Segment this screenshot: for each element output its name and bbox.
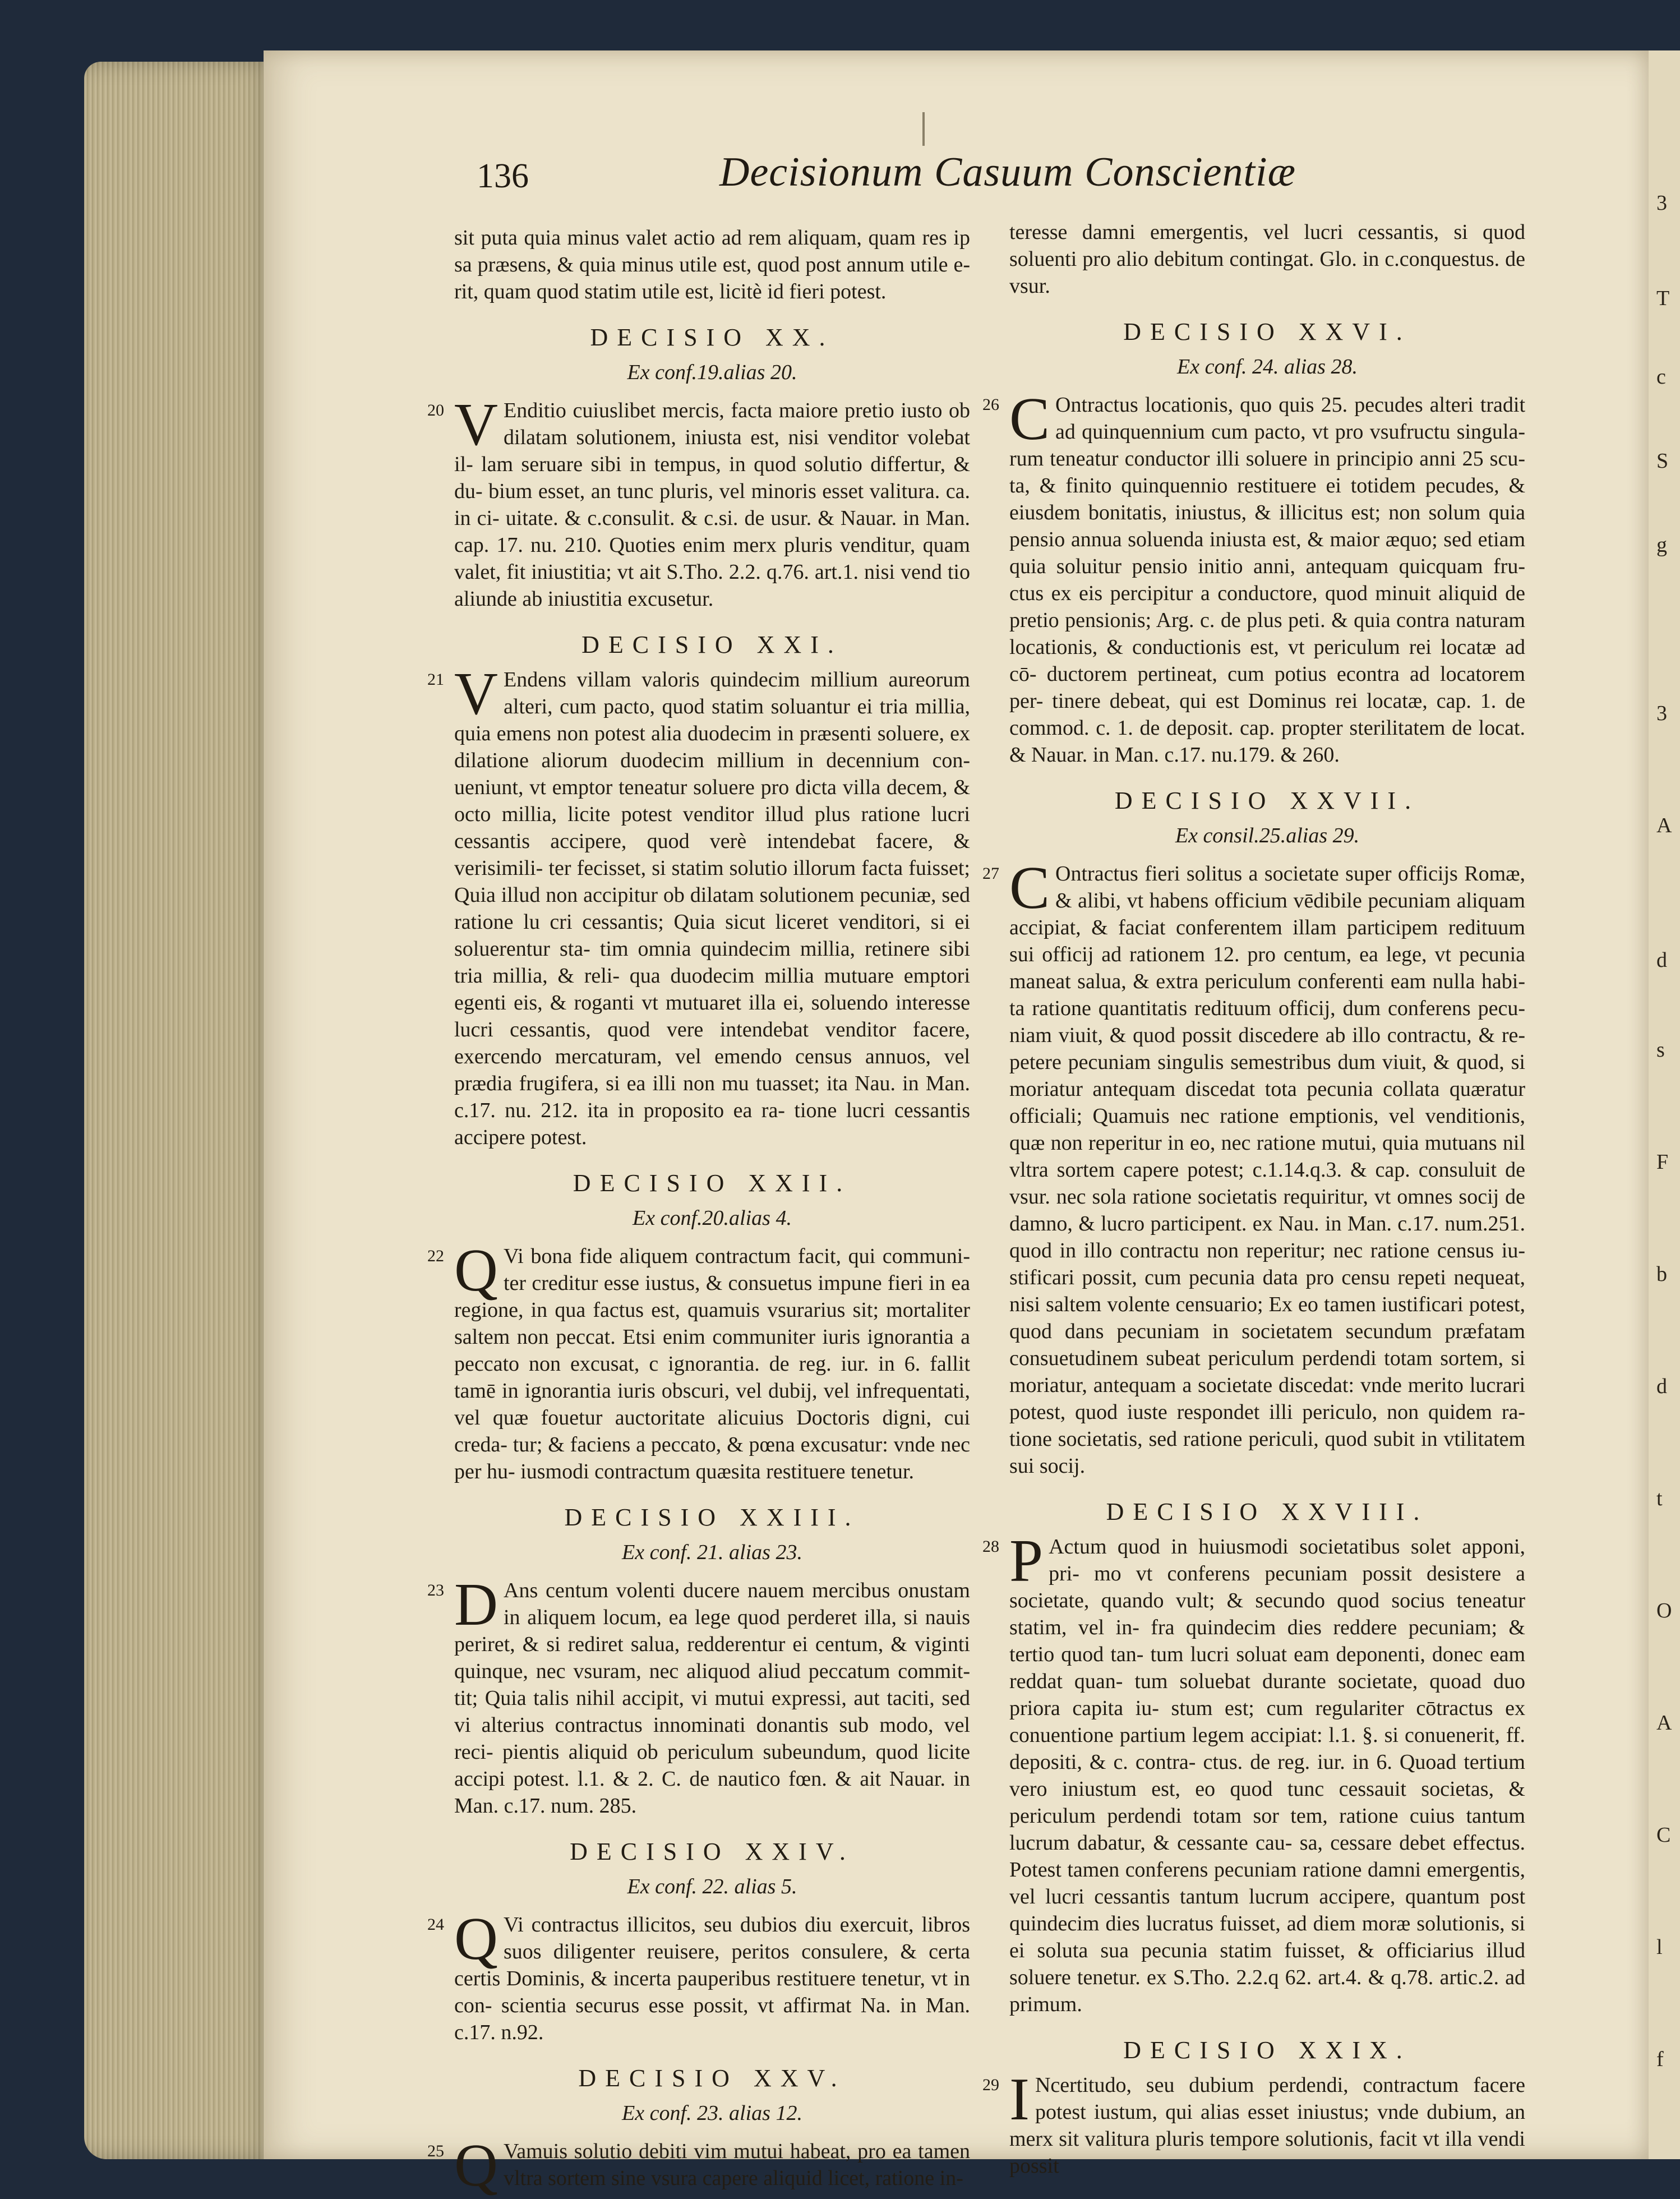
paragraph-text: Ontractus fieri solitus a societate super officijs Romæ, & alibi, vt habens officium vēdibile pecuniam aliquam accipiat, & faciat conferentem illam participem redituum sui officij ad rationem 12. pro centum, ea lege, vt pecunia maneat salua, & extra periculum conferenti eam nulla habi- ta ratione quantitatis redituum officij, dum conferens pecu- niam viuit, & quod possit discedere ab illo contractu, & re- petere pecuniam singulis semestribus dum viuit, & quod, si moriatur antequam discedat tota pecunia collata quæratur officiali; Quamuis nec ratione emptionis, vel venditionis, quæ non reperitur in eo, nec ratione mutui, quia mutuans nil vltra sortem capere potest; c.1.14.q.3. & cap. consuluit de vsur. nec sola ratione societatis requiritur, vt omnes socij de damno, & lucro participent. ex Nau. in Man. c.17. num.251. quod in illo contractu non reperitur; nec ratione census iu- stificari possit, cum pecunia data pro censu repeti nequeat, nisi saltem volente censuario; Ex eo tamen iustificari potest, quod dans pecuniam in societatem secundum præfatam consuetudinem subeat periculum perdendi totam sortem, si moriatur, antequam a societate discedat: vnde merito lucrari potest, quod iuste respondet illi periculo, non quidem ra- tione societatis, sed ratione periculi, quod subit in vtilitatem sui socij.: [1009, 862, 1525, 1478]
paragraph-number: 24: [427, 1915, 444, 1934]
page-number: 136: [477, 157, 529, 195]
decisio-section: [982, 2036, 1525, 2179]
next-page-fragment: d: [1656, 1375, 1667, 1398]
decisio-heading: DECISIO XX.: [590, 324, 834, 351]
left-intro: sit puta quia minus valet actio ad rem aliquam, quam res ip sa præsens, & quia minus utile est, quod post annum utile e- rit, quam quod statim utile est, licitè id fieri potest.: [454, 226, 970, 303]
decisio-source: Ex conf. 22. alias 5.: [627, 1875, 797, 1898]
next-page-fragment: c: [1656, 365, 1666, 389]
decisio-section: [427, 1504, 970, 1819]
decisio-paragraph: [427, 1237, 970, 1485]
decisio-heading: DECISIO XXVII.: [1114, 787, 1420, 814]
decisio-section: [982, 318, 1525, 768]
drop-initial: D: [454, 1571, 498, 1638]
next-page-fragment: A: [1656, 1711, 1672, 1735]
paragraph-text: Endens villam valoris quindecim millium aureorum alteri, cum pacto, quod statim soluantur ei tria millia, quia emens non potest alia duodecim in præsenti soluere, ex dilatione aliorum duodecim millium in decennium con- ueniunt, vt emptor teneatur soluere pro dicta villa decem, & octo millia, licite potest venditor illud plus ratione lucri cessantis accipere, quod verè intendebat facere, & verisimili- ter fecisset, si statim solutio illorum facta fuisset; Quia illud non accipitur ob dilatam solutionem pecuniæ, sed ratione lu cri cessantis; Quia sicut liceret venditori, si ei soluerentur sta- tim omnia quindecim millia, retinere sibi tria millia, & reli- qua duodecim millia mutuare emptori egenti eis, & roganti vt mutuaret illa ei, soluendo interesse lucri cessantis, quod vere intendebat venditor facere, exercendo mercaturam, vel emendo census annuos, vel prædia frugifera, si ea illi non mu tuasset; ita Nau. in Man. c.17. nu. 212. ita in proposito ea ra- tione lucri cessantis accipere potest.: [454, 668, 970, 1149]
paragraph-text: Ontractus locationis, quo quis 25. pecudes alteri tradit ad quinquennium cum pacto, vt pro vsufructu singula- rum teneatur conductor illi soluere in principio anni 25 scu- ta, & finito quinquennio restituere ei totidem pecudes, & eiusdem bonitatis, iniustus, & illicitus est; non solum quia pensio annua soluenda iniusta est, & maior æquo; sed etiam quia soluitur pensio initio anni, antequam quicquam fru- ctus ex eis percipitur a conductore, quod minuit aliquid de pretio pensionis; Arg. c. de plus peti. & quia contra naturam locationis, & conductionis est, vt periculum rei locatæ ad cō- ductorem pertineat, cum potius econtra ad locatorem per- tinere debeat, qui est Dominus rei locatæ, cap. 1. de commod. c. 1. de deposit. cap. propter sterilitatem de locat. & Nauar. in Man. c.17. nu.179. & 260.: [1009, 393, 1525, 767]
decisio-source: Ex conf. 23. alias 12.: [622, 2101, 802, 2125]
decisio-paragraph: [427, 1571, 970, 1819]
drop-initial: Q: [454, 2132, 498, 2199]
decisio-section: [427, 1838, 970, 2046]
next-page-fragment: l: [1656, 1935, 1663, 1959]
book-fore-edge: [84, 62, 275, 2159]
drop-initial: I: [1009, 2066, 1030, 2133]
next-page-fragment: C: [1656, 1823, 1671, 1847]
next-page-edge: [1649, 50, 1680, 2159]
paragraph-text: Vi contractus illicitos, seu dubios diu exercuit, libros suos diligenter reuisere, peritos consulere, & certa certis Dominis, & incerta pauperibus restituere tenetur, vt in con- scientia securus esse possit, vt affirmat Na. in Man. c.17. n.92.: [454, 1913, 970, 2044]
drop-initial: C: [1009, 386, 1050, 453]
page-header: [477, 135, 1531, 196]
next-page-fragment: A: [1656, 814, 1672, 837]
decisio-heading: DECISIO XXVIII.: [1106, 1498, 1429, 1525]
paragraph-number: 23: [427, 1581, 444, 1599]
decisio-paragraph: [427, 2132, 970, 2199]
right-column: [982, 219, 1525, 2182]
next-page-fragment: O: [1656, 1599, 1672, 1622]
decisio-source: Ex conf.19.alias 20.: [627, 361, 797, 384]
decisio-section: [427, 631, 970, 1151]
paragraph-number: 21: [427, 670, 444, 689]
running-title: Decisionum Casuum Conscientiæ: [719, 149, 1296, 195]
drop-initial: Q: [454, 1237, 498, 1304]
paragraph-text: Ans centum volenti ducere nauem mercibus onustam in aliquem locum, ea lege quod perderet illa, si nauis periret, & si rediret salua, redderentur ei centum, & viginti quinque, nec vsuram, nec aliquod aliud peccatum commit- tit; Quia talis nihil accipit, vi mutui expressi, aut taciti, sed vi alterius contractus innominati donantis sub modo, vel reci- pientis aliquid ob periculum subeundum, quod licite accipi potest. l.1. & 2. C. de nautico fœn. & ait Nauar. in Man. c.17. num. 285.: [454, 1579, 970, 1818]
drop-initial: P: [1009, 1528, 1044, 1594]
paragraph-text: Ncertitudo, seu dubium perdendi, contractum facere potest iustum, qui alias esset iniustus; vnde dubium, an merx sit valitura pluris tempore solutionis, facit vt illa vendi possit: [1009, 2073, 1525, 2178]
decisio-source: Ex conf. 21. alias 23.: [622, 1541, 802, 1564]
decisio-heading: DECISIO XXI.: [581, 631, 843, 658]
decisio-paragraph: [982, 855, 1525, 1479]
next-page-fragment: T: [1656, 287, 1670, 310]
decisio-heading: DECISIO XXIX.: [1123, 2036, 1411, 2064]
paragraph-number: 28: [982, 1537, 999, 1556]
next-page-fragment: 3: [1656, 191, 1667, 215]
paragraph-number: 27: [982, 864, 999, 883]
next-page-fragment: F: [1656, 1150, 1669, 1174]
decisio-paragraph: [427, 391, 970, 612]
paragraph-text: Vi bona fide aliquem contractum facit, qui communi- ter creditur esse iustus, & consuetus impune fieri in ea regione, in qua factus est, quamuis vsurarius sit; mortaliter saltem non peccat. Etsi enim communiter iuris ignorantia a peccato non excusat, c ignorantia. de reg. iur. in 6. fallit tamē in ignorantia iuris obscuri, vel dubij, vel infrequentati, vel quæ fouetur auctoritate alicuius Doctoris digni, cui creda- tur; & faciens a peccato, & pœna excusatur: vnde nec per hu- iusmodi contractum quæsita restituere tenetur.: [454, 1244, 970, 1483]
decisio-heading: DECISIO XXII.: [573, 1169, 852, 1197]
next-page-fragment: S: [1656, 449, 1669, 473]
decisio-source: Ex consil.25.alias 29.: [1175, 824, 1360, 847]
next-page-fragment: b: [1656, 1262, 1667, 1286]
left-column: [427, 224, 970, 2199]
decisio-heading: DECISIO XXIII.: [564, 1504, 860, 1531]
decisio-source: Ex conf.20.alias 4.: [633, 1206, 792, 1230]
decisio-section: [427, 2064, 970, 2199]
next-page-fragment: s: [1656, 1038, 1665, 1062]
decisio-section: [427, 1169, 970, 1485]
paragraph-number: 26: [982, 395, 999, 414]
next-page-fragment: f: [1656, 2048, 1664, 2071]
right-intro: teresse damni emergentis, vel lucri cessantis, si quod soluenti pro alio debitum contingat. Glo. in c.conquestus. de vsur.: [1009, 220, 1525, 298]
decisio-paragraph: [427, 661, 970, 1151]
paragraph-number: 29: [982, 2076, 999, 2094]
decisio-section: [982, 1498, 1525, 2018]
paragraph-number: 25: [427, 2142, 444, 2160]
decisio-paragraph: [982, 2066, 1525, 2179]
next-page-fragment: t: [1656, 1487, 1663, 1510]
next-page-fragment: d: [1656, 948, 1667, 972]
paragraph-number: 22: [427, 1247, 444, 1265]
paragraph-text: Actum quod in huiusmodi societatibus solet apponi, pri- mo vt conferens pecuniam possit desistere a societate, quando vult; & secundo quod socius teneatur statim, vel in- fra quindecim dies reddere pecuniam; & tertio quod tan- tum lucri soluat eam deponenti, donec eam reddat quan- tum soluebat durante societate, quoad duo priora capita iu- stum est; cum regulariter cōtractus ex conuentione partium legem accipiat: l.1. §. si conuenerit, ff. depositi, & c. contra- ctus. de reg. iur. in 6. Quoad tertium vero iniustum est, eo quod tunc cessauit societas, & periculum perdendi totam sor tem, ratione cuius tantum lucrum dabatur, & cessante cau- sa, cessare debet effectus. Potest tamen conferens pecuniam ratione damni emergentis, vel lucri cessantis tantum lucrum accipere, quantum post quindecim dies lucratus fuisset, ad diem moræ solutionis, si ei soluta sua pecunia statim fuisset, & officiarius illud soluere tenetur. ex S.Tho. 2.2.q 62. art.4. & q.78. artic.2. ad primum.: [1009, 1535, 1525, 2016]
drop-initial: Q: [454, 1906, 498, 1972]
paragraph-number: 20: [427, 401, 444, 419]
decisio-paragraph: [427, 1906, 970, 2046]
decisio-paragraph: [982, 1528, 1525, 2018]
paragraph-text: Vamuis solutio debiti vim mutui habeat, pro ea tamen vltra sortem sine vsura capere aliquid licet, ratione in-: [504, 2140, 970, 2190]
book-page: [264, 50, 1649, 2199]
decisio-section: [982, 787, 1525, 1479]
next-page-fragment: 3: [1656, 702, 1667, 725]
decisio-heading: DECISIO XXVI.: [1123, 318, 1411, 345]
decisio-source: Ex conf. 24. alias 28.: [1177, 355, 1358, 379]
decisio-paragraph: [982, 386, 1525, 768]
drop-initial: V: [454, 391, 498, 458]
decisio-section: [427, 324, 970, 612]
paragraph-text: Enditio cuiuslibet mercis, facta maiore pretio iusto ob dilatam solutionem, iniusta est, nisi venditor volebat il- lam seruare sibi in tempus, in quod solutio differtur, & du- bium esset, an tunc pluris, vel minoris esset valitura. ca. in ci- uitate. & c.consulit. & c.si. de usur. & Nauar. in Man. cap. 17. nu. 210. Quoties enim merx pluris venditur, quam valet, fit iniustitia; vt ait S.Tho. 2.2. q.76. art.1. nisi vend tio aliunde ab iniustitia excusetur.: [454, 399, 970, 611]
decisio-heading: DECISIO XXIV.: [570, 1838, 855, 1865]
decisio-heading: DECISIO XXV.: [578, 2064, 846, 2092]
next-page-fragment: g: [1656, 533, 1667, 557]
drop-initial: V: [454, 661, 498, 727]
drop-initial: C: [1009, 855, 1050, 921]
